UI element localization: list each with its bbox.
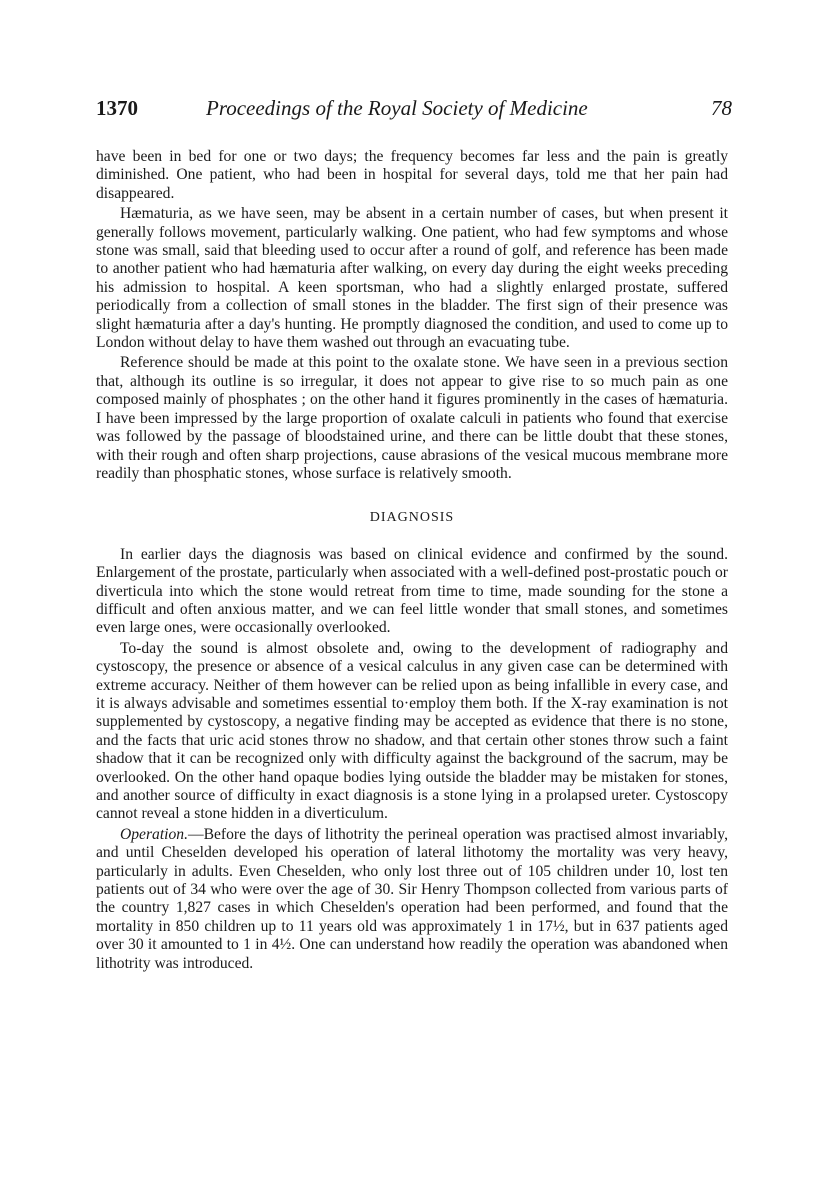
paragraph-haematuria: Hæmaturia, as we have seen, may be absent in a certain number of cases, but when present it generally follows movement, particularly walking. One patient, who had few symptoms and whose stone was small, said that bleeding used to occur after a round of golf, and reference has been made to another patient who had hæmaturia after walking, on every day during the eight weeks preceding his admission to hospital. A keen sportsman, who had a slightly enlarged prostate, suffered periodically from a collection of small stones in the bladder. The first sign of their presence was slight hæmaturia after a day's hunting. He promptly diagnosed the condition, and used to come up to London without delay to have them washed out through an evacuating tube. xyxy=(96,205,728,352)
paragraph-continued: have been in bed for one or two days; the frequency becomes far less and the pain is greatly diminished. One patient, who had been in hospital for several days, told me that her pain had disappeared. xyxy=(96,148,728,202)
journal-title: Proceedings of the Royal Society of Medicine xyxy=(206,96,588,120)
volume-number: 78 xyxy=(711,96,732,120)
paragraph-oxalate: Reference should be made at this point to the oxalate stone. We have seen in a previous section that, although its outline is so irregular, it does not appear to give rise to so much pain as one composed mainly of phosphates ; on the other hand it figures prominently in the cases of hæmaturia. I have been impressed by the large proportion of oxalate calculi in patients who found that exercise was followed by the passage of bloodstained urine, and there can be little doubt that these stones, with their rough and often sharp projections, cause abrasions of the vesical mucous membrane more readily than phosphatic stones, whose surface is relatively smooth. xyxy=(96,354,728,482)
page-number: 1370 xyxy=(96,96,138,120)
body-text xyxy=(96,148,728,975)
paragraph-operation xyxy=(96,826,728,973)
paragraph-operation-text: —Before the days of lithotrity the perineal operation was practised almost invariably, and until Cheselden developed his operation of lateral lithotomy the mortality was very heavy, particularly in adults. Even Cheselden, who only lost three out of 105 children under 10, lost ten patients out of 34 who were over the age of 30. Sir Henry Thompson collected from various parts of the country 1,827 cases in which Cheselden's operation had been performed, and found that the mortality in 850 children up to 11 years old was approximately 1 in 17½, but in 637 patients aged over 30 it amounted to 1 in 4½. One can understand how readily the operation was abandoned when lithotrity was introduced. xyxy=(96,825,728,972)
paragraph-earlier-days: In earlier days the diagnosis was based on clinical evidence and confirmed by the sound. Enlargement of the prostate, particularly when associated with a well-defined post-prostatic pouch or diverticula into which the stone would retreat from time to time, made sounding for the stone a difficult and often anxious matter, and we can feel little wonder that small stones, and sometimes even large ones, were occasionally overlooked. xyxy=(96,545,728,637)
run-in-heading-operation: Operation. xyxy=(120,825,189,843)
section-heading-diagnosis: DIAGNOSIS xyxy=(369,510,455,526)
paragraph-to-day: To-day the sound is almost obsolete and, owing to the development of radiography and cystoscopy, the presence or absence of a vesical calculus in any given case can be determined with extreme accuracy. Neither of them however can be relied upon as being infallible in every case, and it is always advisable and sometimes essential to·employ them both. If the X-ray examination is not supplemented by cystoscopy, a negative finding may be accepted as evidence that there is no stone, and the facts that uric acid stones throw no shadow, and that certain other stones throw such a faint shadow that it can be recognized only with difficulty against the background of the sacrum, may be overlooked. On the other hand opaque bodies lying outside the bladder may be mistaken for stones, and another source of difficulty in exact diagnosis is a stone lying in a prolapsed ureter. Cystoscopy cannot reveal a stone hidden in a diverticulum. xyxy=(96,639,728,823)
running-head xyxy=(96,96,732,126)
